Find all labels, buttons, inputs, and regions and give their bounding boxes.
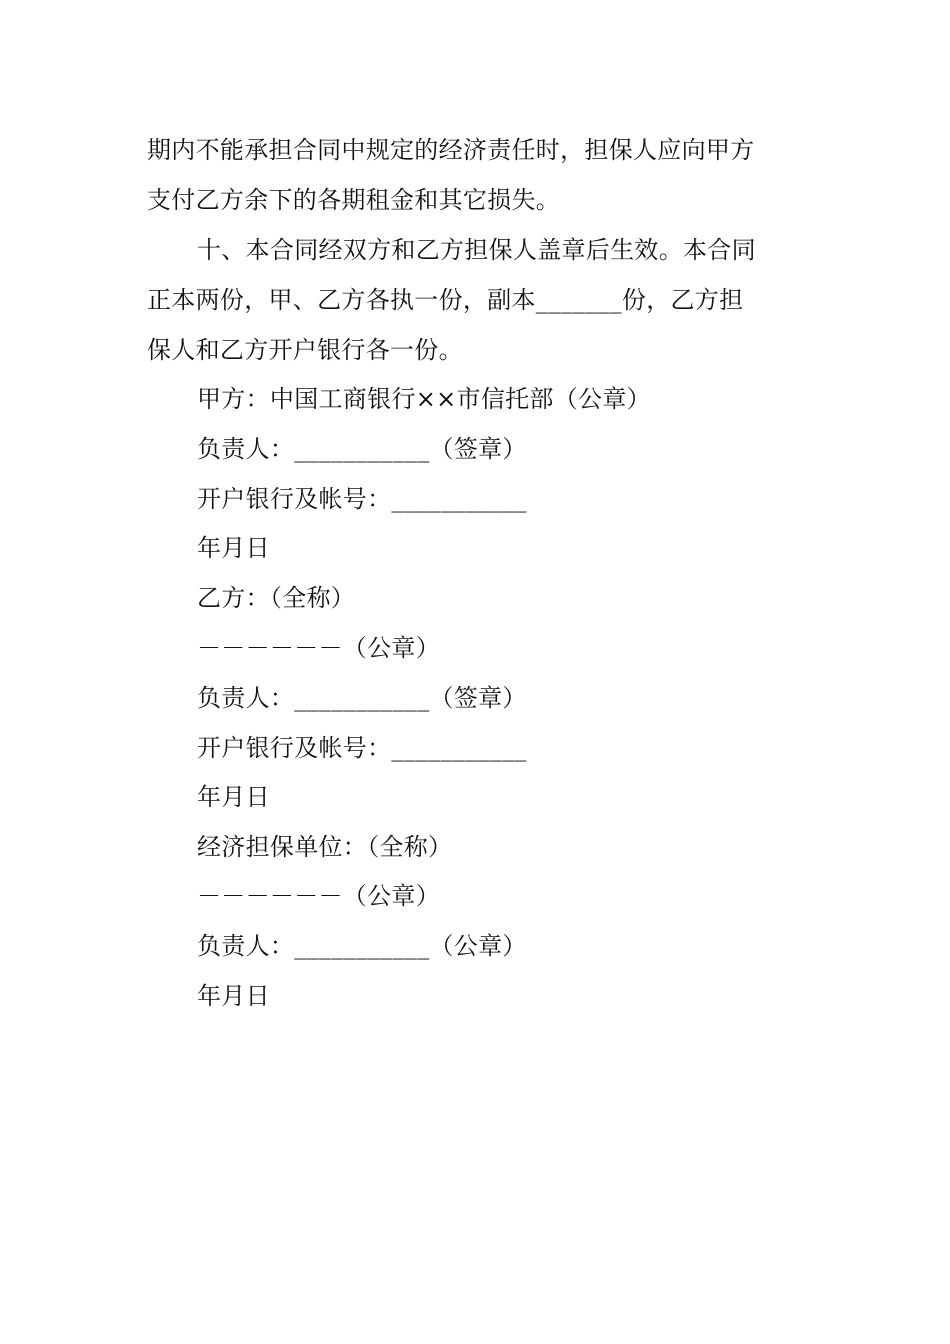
- guarantor-seal-line: －－－－－－（公章）: [197, 882, 440, 910]
- paragraph-line: 期内不能承担合同中规定的经济责任时，担保人应向甲方: [147, 136, 755, 164]
- guarantor-responsible-line: 负责人：___________（公章）: [197, 932, 527, 960]
- party-b-line: 乙方：（全称）: [197, 584, 356, 612]
- paragraph-line: 保人和乙方开户银行各一份。: [147, 336, 463, 364]
- party-a-bank-line: 开户银行及帐号：___________: [197, 485, 527, 513]
- paragraph-line: 支付乙方余下的各期租金和其它损失。: [147, 186, 561, 214]
- party-b-bank-line: 开户银行及帐号：___________: [197, 734, 527, 762]
- paragraph-line: 正本两份，甲、乙方各执一份，副本_______份，乙方担: [147, 286, 744, 314]
- guarantor-line: 经济担保单位：（全称）: [197, 833, 453, 861]
- party-b-seal-line: －－－－－－（公章）: [197, 634, 440, 662]
- party-a-responsible-line: 负责人：___________（签章）: [197, 435, 527, 463]
- party-a-line: 甲方：中国工商银行××市信托部（公章）: [197, 385, 651, 413]
- guarantor-date-line: 年月日: [197, 982, 270, 1010]
- clause-ten-line: 十、本合同经双方和乙方担保人盖章后生效。本合同: [197, 236, 756, 264]
- party-b-date-line: 年月日: [197, 783, 270, 811]
- party-a-date-line: 年月日: [197, 534, 270, 562]
- party-b-responsible-line: 负责人：___________（签章）: [197, 684, 527, 712]
